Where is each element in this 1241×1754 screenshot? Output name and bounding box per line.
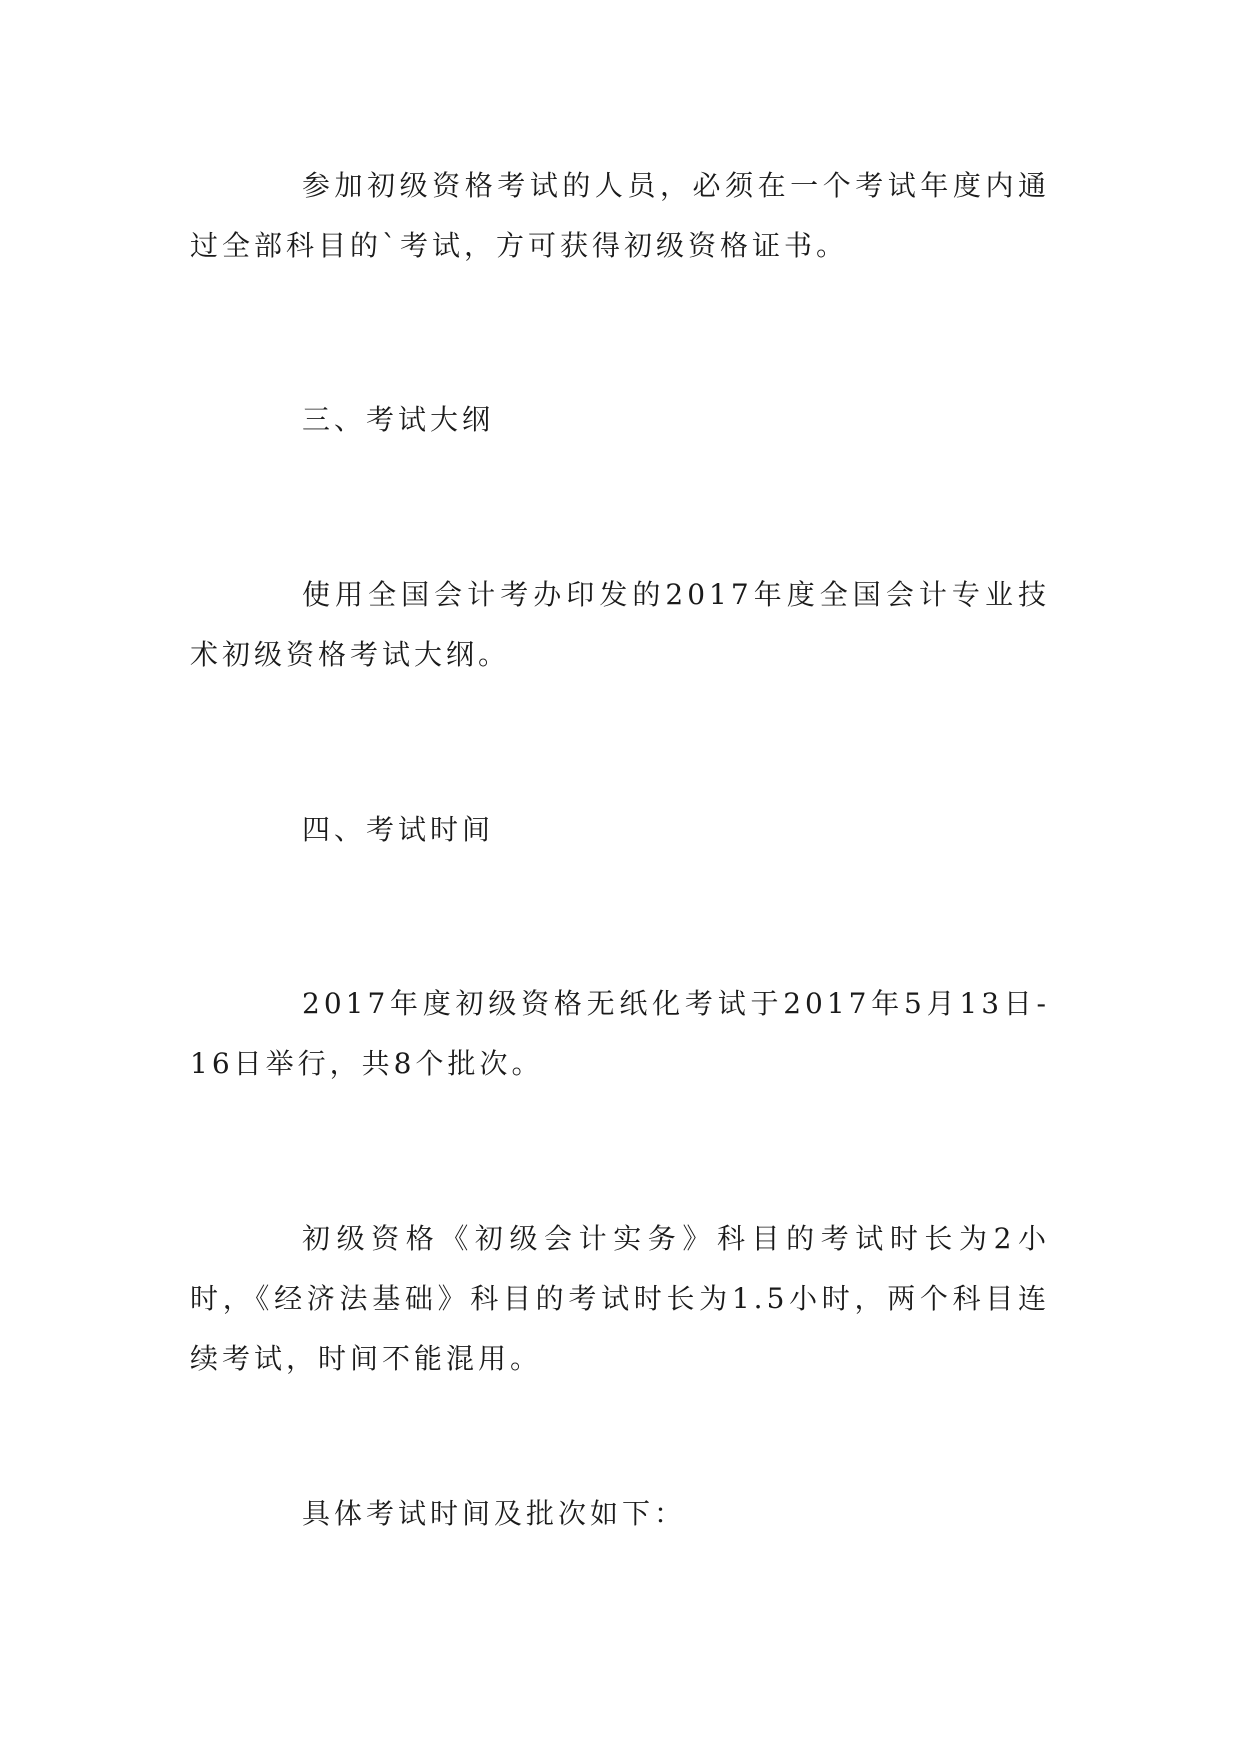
paragraph-exam-duration: 初级资格《初级会计实务》科目的考试时长为2小时，《经济法基础》科目的考试时长为1.5小时，两个科目连续考试，时间不能混用。 (190, 1222, 1050, 1375)
paragraph-exam-dates: 2017年度初级资格无纸化考试于2017年5月13日-16日举行，共8个批次。 (190, 987, 1050, 1080)
section-heading-exam-syllabus: 三、考试大纲 (302, 403, 495, 436)
paragraph-exam-requirement: 参加初级资格考试的人员，必须在一个考试年度内通过全部科目的`考试，方可获得初级资格证书。 (190, 169, 1050, 262)
paragraph-syllabus: 使用全国会计考办印发的2017年度全国会计专业技术初级资格考试大纲。 (190, 578, 1050, 671)
paragraph-schedule-intro: 具体考试时间及批次如下： (302, 1497, 687, 1530)
section-heading-exam-time: 四、考试时间 (302, 813, 495, 846)
